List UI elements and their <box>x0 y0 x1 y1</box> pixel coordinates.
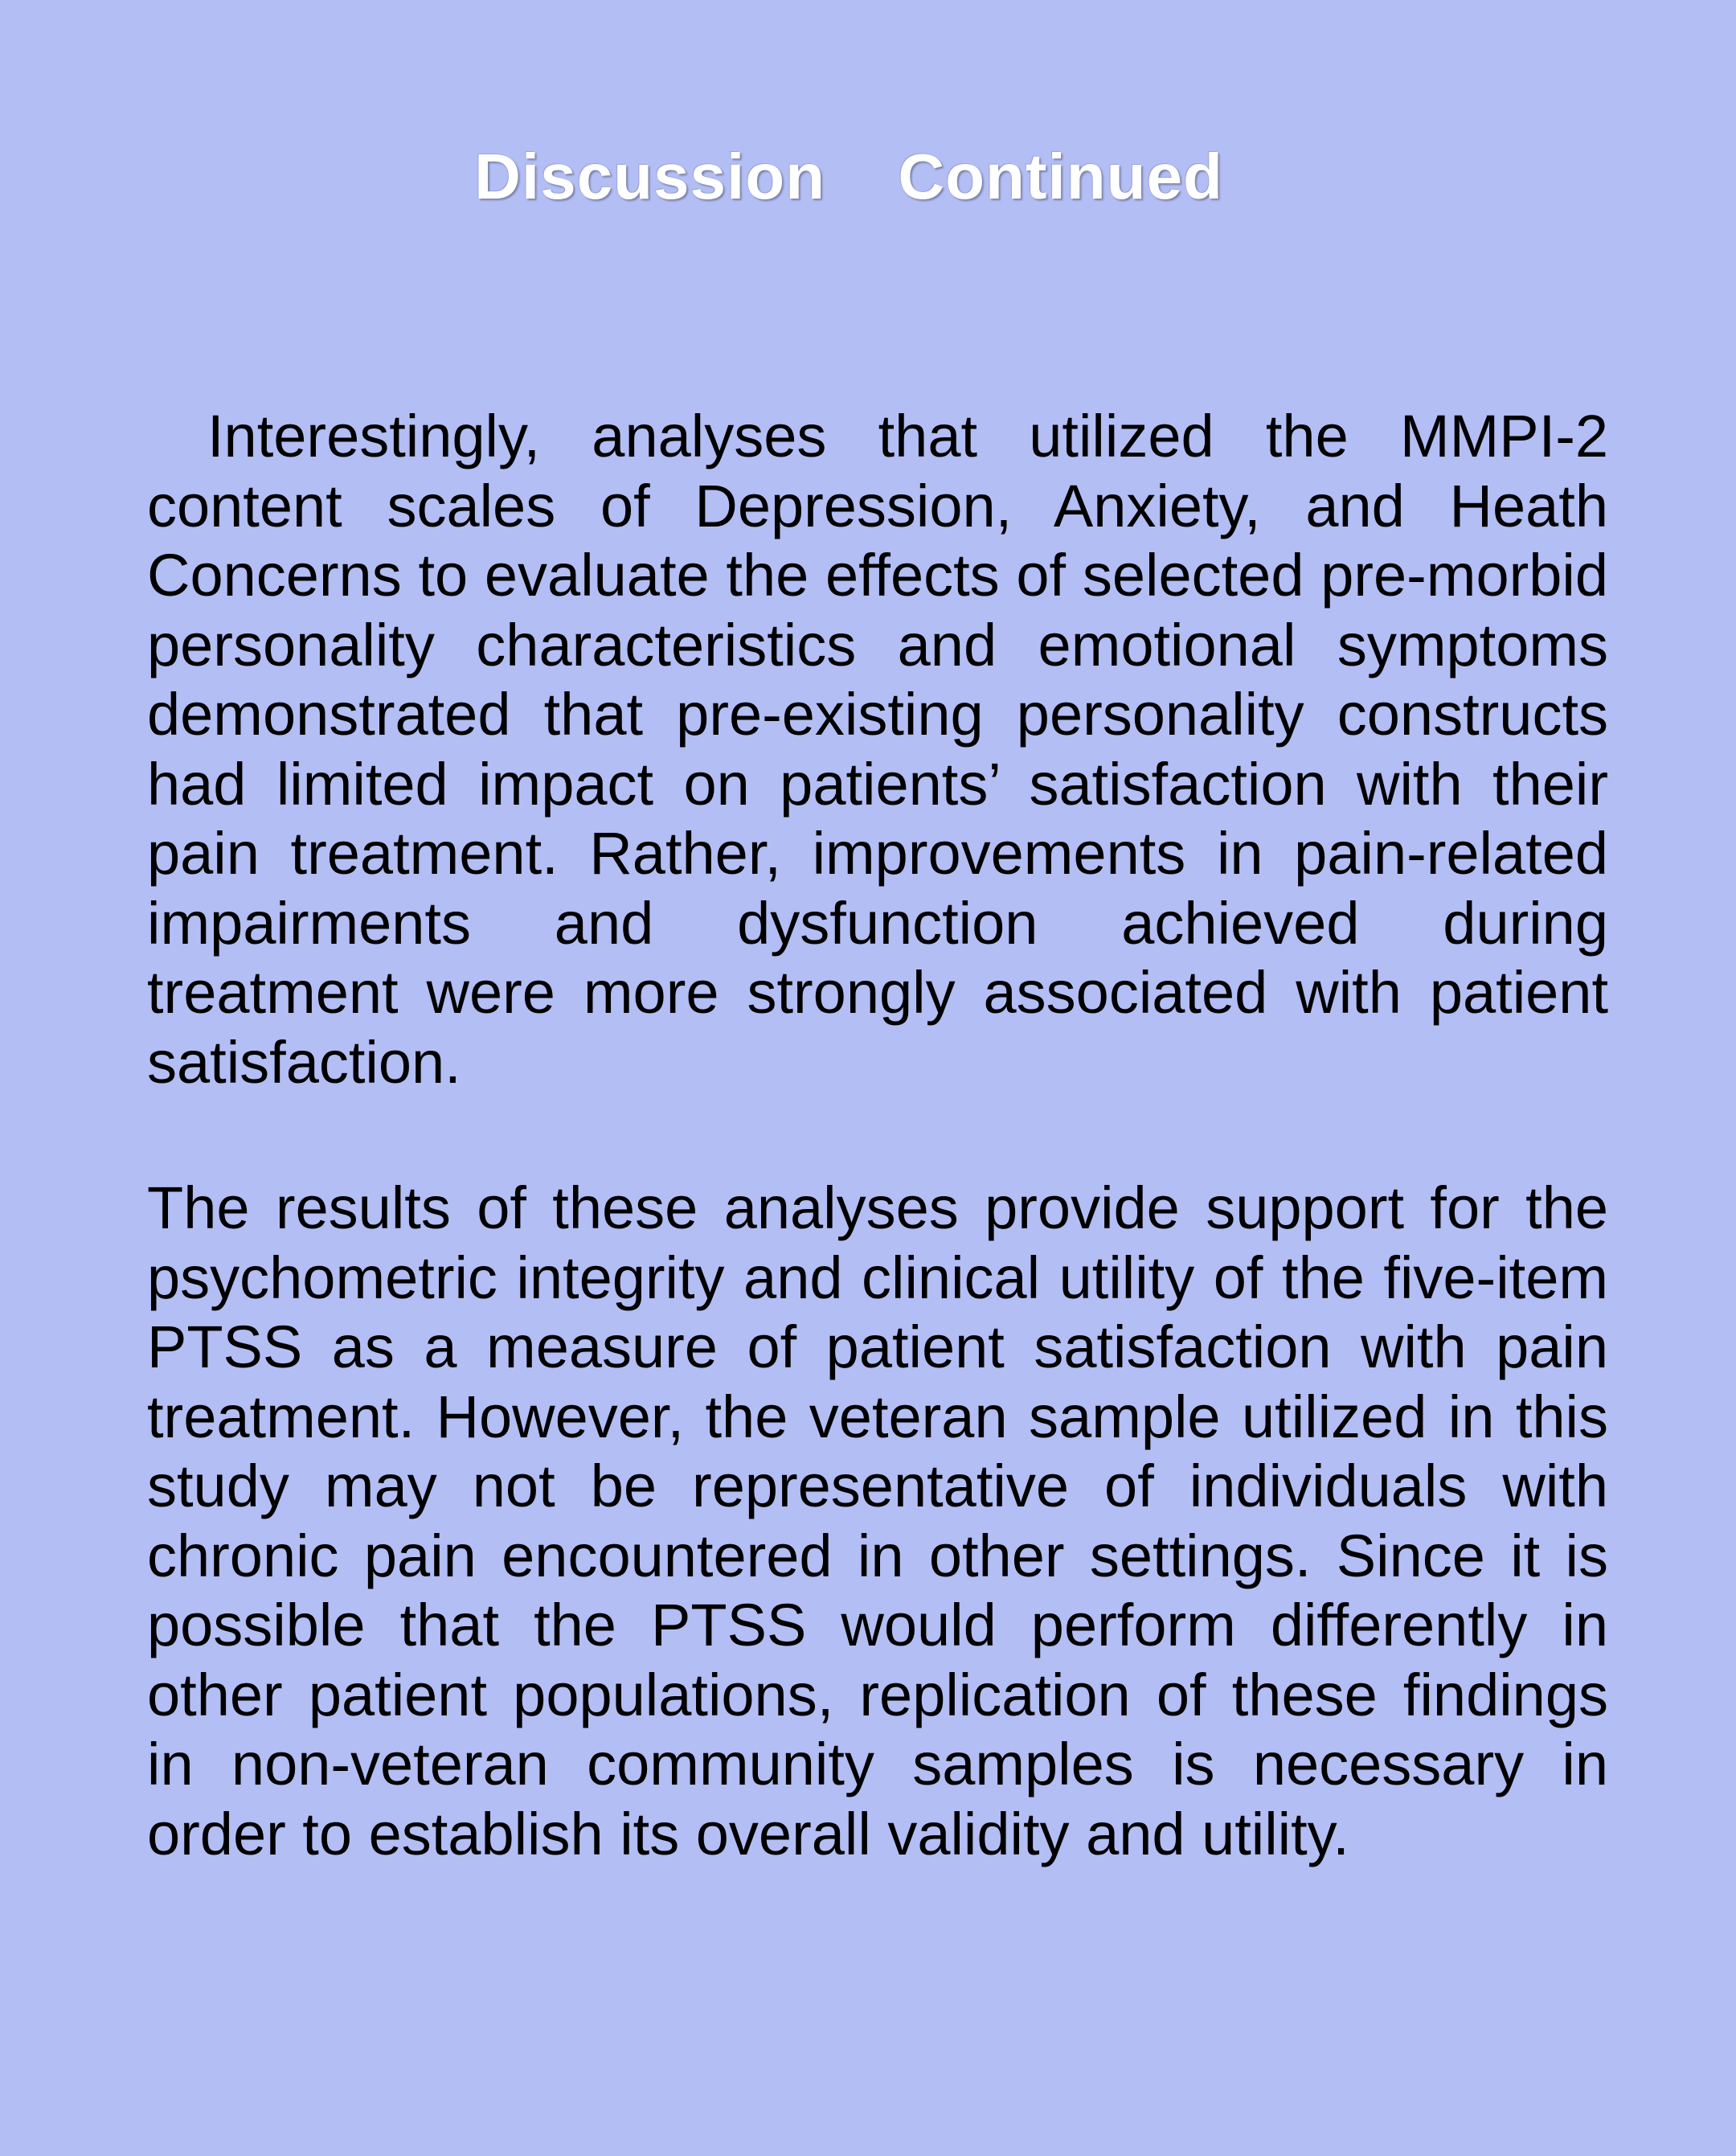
discussion-paragraph-1: Interestingly, analyses that utilized the MMPI-2 content scales of Depression, Anxiety, and Heath Concerns to evaluate the effects of selected pre-morbid personality characteristics and emotional symptoms demonstrated that pre-existing personality constructs had limited impact on patients’ satisfaction with their pain treatment. Rather, improvements in pain-related impairments and dysfunction achieved during treatment were more strongly associated with patient satisfaction. <box>147 403 1608 1096</box>
slide-title: Discussion Continued <box>474 141 1223 212</box>
discussion-paragraph-2: The results of these analyses provide support for the psychometric integrity and clinical utility of the five-item PTSS as a measure of patient satisfaction with pain treatment. However, the veteran sample utilized in this study may not be representative of individuals with chronic pain encountered in other settings. Since it is possible that the PTSS would perform differently in other patient populations, replication of these findings in non-veteran community samples is necessary in order to establish its overall validity and utility. <box>147 1174 1608 1867</box>
